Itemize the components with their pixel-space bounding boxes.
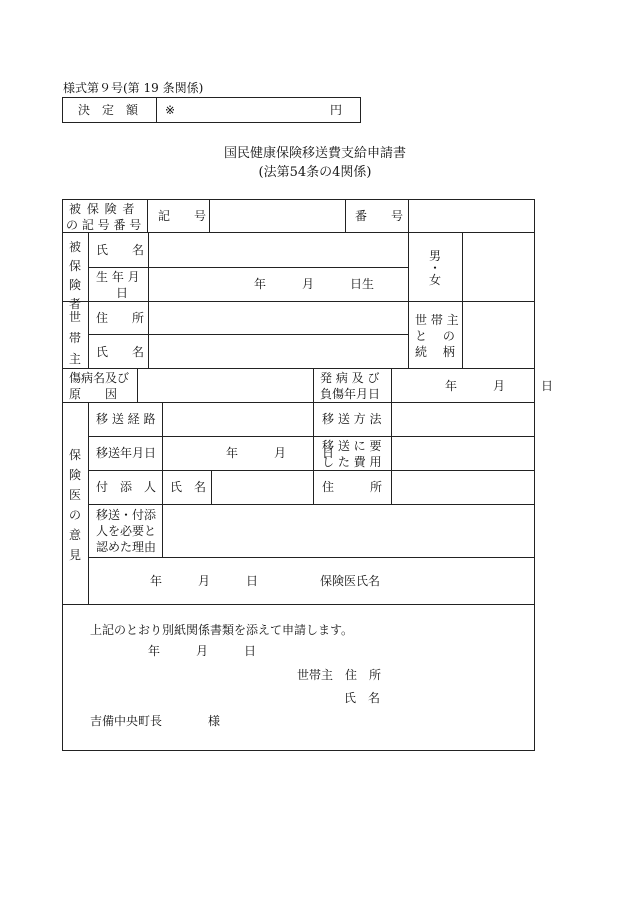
grid-line: [62, 402, 535, 403]
reason-label-3: 認めた理由: [96, 540, 157, 554]
grid-line: [148, 232, 149, 368]
sex-male[interactable]: 男: [429, 249, 442, 263]
card-number-label-1: 被 保 険 者: [69, 202, 136, 216]
grid-line: [88, 232, 89, 368]
reason-label-2: 人を必要と: [96, 524, 157, 538]
reason-label-1: 移送・付添: [96, 508, 157, 522]
grid-line: [391, 368, 392, 402]
grid-line: [62, 301, 535, 302]
method-label: 移 送 方 法: [322, 412, 382, 426]
form-number: 様式第９号(第 19 条関係): [63, 81, 204, 95]
grid-line: [88, 402, 89, 604]
household-name-label: 氏 名: [96, 345, 145, 359]
grid-line: [391, 402, 392, 504]
cost-label-2: し た 費 用: [322, 455, 382, 469]
card-number-label-2: の 記 号 番 号: [66, 218, 142, 232]
insured-section-label: 被保険者: [68, 240, 81, 311]
official-use-mark: ※: [165, 103, 176, 117]
route-label: 移 送 経 路: [96, 412, 156, 426]
divider: [156, 97, 157, 123]
grid-line: [137, 368, 138, 402]
grid-line: [88, 504, 535, 505]
document-title: 国民健康保険移送費支給申請書: [223, 146, 406, 161]
attendant-name-label: 氏 名: [170, 480, 207, 494]
decision-amount-label: 決 定 額: [78, 103, 139, 117]
sex-separator: ・: [429, 261, 442, 275]
grid-line: [211, 470, 212, 504]
relation-label-2: と の: [415, 329, 455, 343]
grid-line: [408, 199, 409, 232]
relation-label-1: 世 帯 主: [415, 313, 459, 327]
grid-line: [88, 436, 535, 437]
onset-label-1: 発 病 及 び: [320, 371, 380, 385]
sex-female[interactable]: 女: [429, 273, 442, 287]
applicant-name-label: 氏 名: [344, 691, 381, 705]
grid-line: [88, 334, 408, 335]
document-subtitle: (法第54条の4関係): [258, 165, 372, 180]
transport-date-template: 年 月 日: [226, 446, 335, 460]
addressee-honorific: 様: [208, 714, 221, 728]
grid-line: [345, 199, 346, 232]
grid-line: [408, 232, 409, 368]
disease-label-2: 原 因: [69, 387, 118, 401]
attendant-address-label: 住 所: [322, 480, 383, 494]
application-date-template: 年 月 日: [148, 644, 257, 658]
application-statement: 上記のとおり別紙関係書類を添えて申請します。: [90, 623, 354, 637]
applicant-address-label: 世帯主 住 所: [297, 668, 382, 682]
onset-date-template: 年 月 日: [445, 379, 554, 393]
birth-label-1: 生 年 月: [96, 270, 140, 284]
cost-label-1: 移 送 に 要: [322, 439, 382, 453]
household-head-section-label: 世帯主: [68, 310, 81, 366]
grid-line: [147, 199, 148, 232]
grid-line: [162, 402, 163, 557]
household-address-label: 住 所: [96, 311, 145, 325]
doctor-opinion-section-label: 保険医の意見: [68, 448, 81, 562]
yen-unit: 円: [330, 103, 343, 117]
number-label: 番 号: [355, 209, 404, 223]
attendant-label: 付 添 人: [96, 480, 157, 494]
birth-label-2: 日: [116, 286, 129, 300]
grid-line: [88, 470, 535, 471]
symbol-label: 記 号: [158, 209, 207, 223]
birth-date-template: 年 月 日生: [254, 277, 375, 291]
grid-line: [209, 199, 210, 232]
grid-line: [313, 368, 314, 402]
onset-label-2: 負傷年月日: [320, 387, 381, 401]
grid-line: [62, 604, 535, 605]
disease-label-1: 傷病名及び: [69, 371, 130, 385]
doctor-sign-date-template: 年 月 日: [150, 574, 259, 588]
relation-label-3: 続 柄: [415, 345, 455, 359]
grid-line: [462, 232, 463, 368]
doctor-name-label: 保険医氏名: [320, 574, 381, 588]
grid-line: [88, 267, 408, 268]
grid-line: [88, 557, 535, 558]
transport-date-label: 移送年月日: [96, 446, 157, 460]
grid-line: [62, 368, 535, 369]
insured-name-label: 氏 名: [96, 243, 145, 257]
addressee: 吉備中央町長: [90, 714, 163, 728]
